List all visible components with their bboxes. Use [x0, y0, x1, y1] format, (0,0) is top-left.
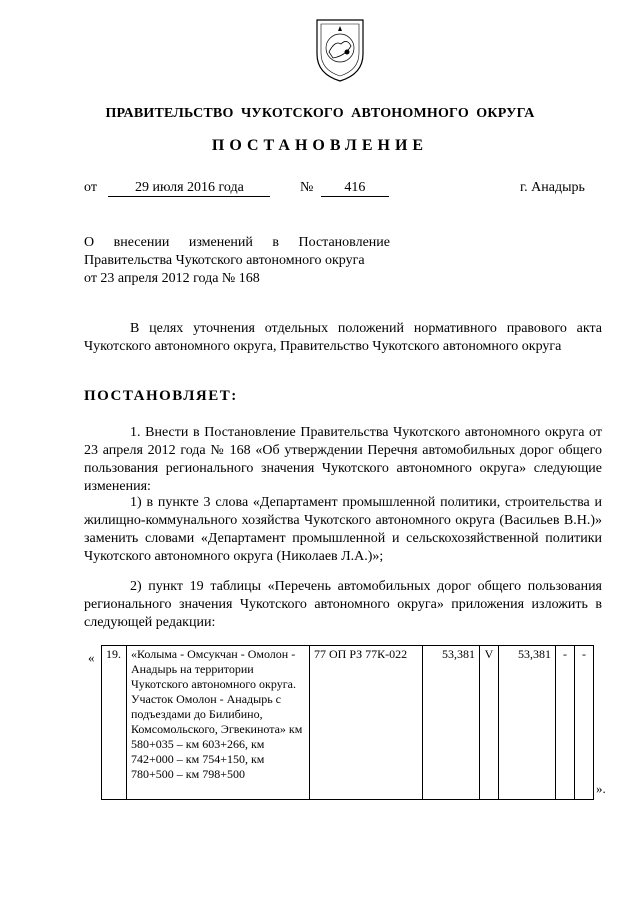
empty-cell-2: - [575, 646, 594, 800]
number-value: 416 [321, 180, 389, 197]
row-number: 19. [102, 646, 127, 800]
sub-item-2-paragraph: 2) пункт 19 таблицы «Перечень автомобильных дорог общего пользования регионального значения Чукотского автономного округа» приложения изложить в следующей редакции: [84, 579, 602, 630]
road-length: 53,381 [423, 646, 480, 800]
subject-line-2: Правительства Чукотского автономного округа [84, 253, 365, 268]
date-prefix: от [84, 180, 97, 195]
decree-heading: ПОСТАНОВЛЯЕТ: [84, 388, 238, 404]
number-prefix: № [300, 180, 314, 195]
table-quote-close: ». [596, 781, 606, 796]
empty-cell-1: - [556, 646, 575, 800]
subject-line-1: О внесении изменений в Постановление [84, 235, 390, 250]
table-row [102, 646, 594, 800]
city-label: г. Анадырь [520, 180, 585, 195]
coat-of-arms-emblem [311, 14, 369, 84]
road-category: V [480, 646, 499, 800]
number-field [300, 180, 389, 197]
date-value: 29 июля 2016 года [108, 180, 270, 197]
document-subject [84, 234, 390, 288]
road-length-category: 53,381 [499, 646, 556, 800]
table-quote-open: « [88, 650, 95, 665]
road-table [101, 645, 594, 800]
preamble-paragraph: В целях уточнения отдельных положений нормативного правового акта Чукотского автономного округа, Правительство Чукотского автономного округа [84, 321, 602, 354]
document-type-title: ПОСТАНОВЛЕНИЕ [211, 137, 429, 154]
road-code: 77 ОП РЗ 77К-022 [310, 646, 423, 800]
road-name: «Колыма - Омсукчан - Омолон - Анадырь на территории Чукотского автономного округа. Участок Омолон - Анадырь с подъездами до Билибино, Комсомольского, Эгвекинота» км 580+035 – км 603+266, км 742+000 – км 754+150, км 780+500 – км 798+500 [127, 646, 310, 800]
item-1-paragraph: 1. Внести в Постановление Правительства Чукотского автономного округа от 23 апреля 2012 года № 168 «Об утверждении Перечня автомобильных дорог общего пользования регионального значения Чукотского автономного округа» следующие изменения: [84, 425, 602, 494]
subject-line-3: от 23 апреля 2012 года № 168 [84, 271, 260, 286]
sub-item-1-paragraph: 1) в пункте 3 слова «Департамент промышленной политики, строительства и жилищно-коммунального хозяйства Чукотского автономного округа (Васильев В.Н.)» заменить словами «Департамент промышленной и сельскохозяйственной политики Чукотского автономного округа (Николаев Л.А.)»; [84, 495, 602, 564]
date-field [84, 180, 270, 197]
government-title: ПРАВИТЕЛЬСТВО ЧУКОТСКОГО АВТОНОМНОГО ОКРУГА [105, 106, 535, 121]
